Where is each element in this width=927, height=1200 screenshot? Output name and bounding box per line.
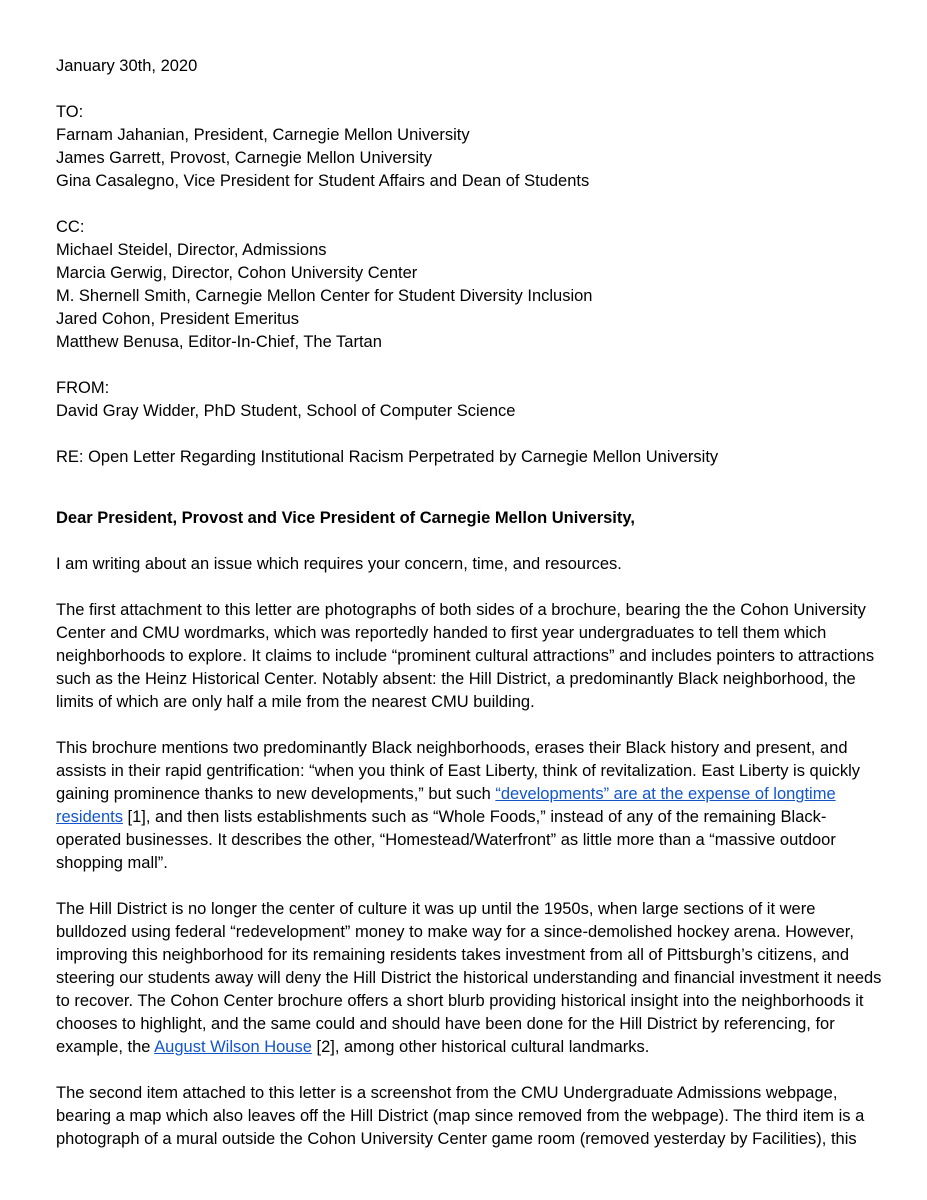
paragraph-attachments: The second item attached to this letter is a screenshot from the CMU Undergraduate Admissions webpage, bearing a map which also leaves off the Hill District (map since removed from the webpage). The third item is a photograph of a mural outside the Cohon University Center game room (removed yesterday by Facilities), this bbox=[56, 1084, 865, 1148]
paragraph-text: This brochure mentions two predominantly Black neighborhoods, erases their Black history and present, and assists in their rapid gentrification: “when you think of East Liberty, think of revitalization. East Liberty is quickly gaining prominence thanks to new developments,” but such bbox=[56, 739, 860, 803]
subject-line: RE: Open Letter Regarding Institutional Racism Perpetrated by Carnegie Mellon University bbox=[56, 448, 719, 466]
from-block bbox=[56, 377, 886, 423]
paragraph-brochure: The first attachment to this letter are photographs of both sides of a brochure, bearing the the Cohon University Center and CMU wordmarks, which was reportedly handed to first year undergraduates to tell them which neighborhoods to explore. It claims to include “prominent cultural attractions” and includes pointers to attractions such as the Heinz Historical Center. Notably absent: the Hill District, a predominantly Black neighborhood, the limits of which are only half a mile from the nearest CMU building. bbox=[56, 601, 875, 711]
paragraph-text: The Hill District is no longer the center of culture it was up until the 1950s, when large sections of it were bulldozed using federal “redevelopment” money to make way for a since-demolished hockey arena. However, improving this neighborhood for its remaining residents takes investment from all of Pittsburgh’s citizens, and steering our students away will deny the Hill District the historical understanding and financial investment it needs to recover. The Cohon Center brochure offers a short blurb providing historical insight into the neighborhoods it chooses to highlight, and the same could and should have been done for the Hill District by referencing, for example, the bbox=[56, 900, 882, 1056]
letter-date: January 30th, 2020 bbox=[56, 57, 198, 75]
to-label: TO: bbox=[56, 103, 84, 121]
from-label: FROM: bbox=[56, 379, 110, 397]
cc-block bbox=[56, 216, 886, 354]
paragraph-hill-district bbox=[56, 898, 886, 1059]
to-recipient: James Garrett, Provost, Carnegie Mellon University bbox=[56, 149, 432, 167]
cc-recipient: Marcia Gerwig, Director, Cohon University Center bbox=[56, 264, 418, 282]
developments-link[interactable]: “developments” are at the expense of longtime residents bbox=[56, 785, 836, 826]
paragraph-text: [2], among other historical cultural landmarks. bbox=[311, 1038, 650, 1056]
from-sender: David Gray Widder, PhD Student, School of Computer Science bbox=[56, 402, 516, 420]
letter-page bbox=[56, 55, 886, 1151]
cc-recipient: Jared Cohon, President Emeritus bbox=[56, 310, 300, 328]
cc-recipient: M. Shernell Smith, Carnegie Mellon Center for Student Diversity Inclusion bbox=[56, 287, 593, 305]
to-recipient: Gina Casalegno, Vice President for Student Affairs and Dean of Students bbox=[56, 172, 590, 190]
cc-recipient: Matthew Benusa, Editor-In-Chief, The Tartan bbox=[56, 333, 382, 351]
cc-recipient: Michael Steidel, Director, Admissions bbox=[56, 241, 327, 259]
paragraph-text: [1], and then lists establishments such as “Whole Foods,” instead of any of the remaining Black-operated businesses. It describes the other, “Homestead/Waterfront” as little more than a “massive outdoor shopping mall”. bbox=[56, 808, 836, 872]
salutation: Dear President, Provost and Vice President of Carnegie Mellon University, bbox=[56, 509, 635, 527]
cc-label: CC: bbox=[56, 218, 85, 236]
to-recipient: Farnam Jahanian, President, Carnegie Mellon University bbox=[56, 126, 470, 144]
august-wilson-house-link[interactable]: August Wilson House bbox=[154, 1038, 312, 1056]
paragraph-intro: I am writing about an issue which requires your concern, time, and resources. bbox=[56, 555, 622, 573]
to-block bbox=[56, 101, 886, 193]
paragraph-gentrification bbox=[56, 737, 886, 875]
